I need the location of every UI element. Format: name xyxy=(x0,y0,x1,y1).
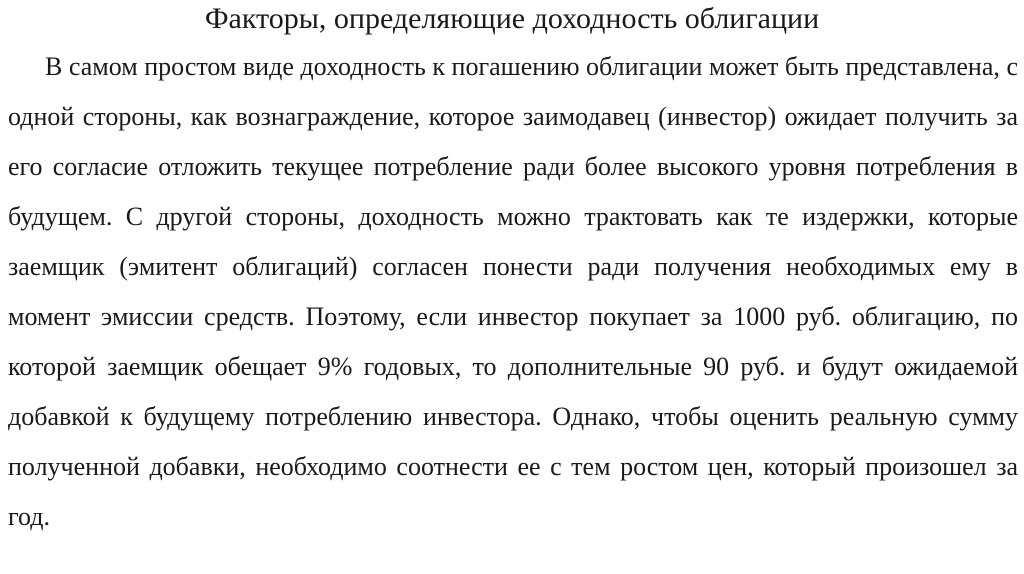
body-paragraph: В самом простом виде доходность к погашению облигации может быть представлена, с одной стороны, как вознаграждение, которое заимодавец (инвестор) ожидает получить за его согласие отложить текущее потребление ради более высокого уровня потребления в будущем. С другой стороны, доходность можно трактовать как те издержки, которые заемщик (эмитент облигаций) согласен понести ради получения необходимых ему в момент эмиссии средств. Поэтому, если инвестор покупает за 1000 руб. облигацию, по которой заемщик обещает 9% годовых, то дополнительные 90 руб. и будут ожидаемой добавкой к будущему потреблению инвестора. Однако, чтобы оценить реальную сумму полученной добавки, необходимо соотнести ее с тем ростом цен, который произошел за год. xyxy=(8,52,1018,531)
slide-title: Факторы, определяющие доходность облигации xyxy=(204,2,820,35)
